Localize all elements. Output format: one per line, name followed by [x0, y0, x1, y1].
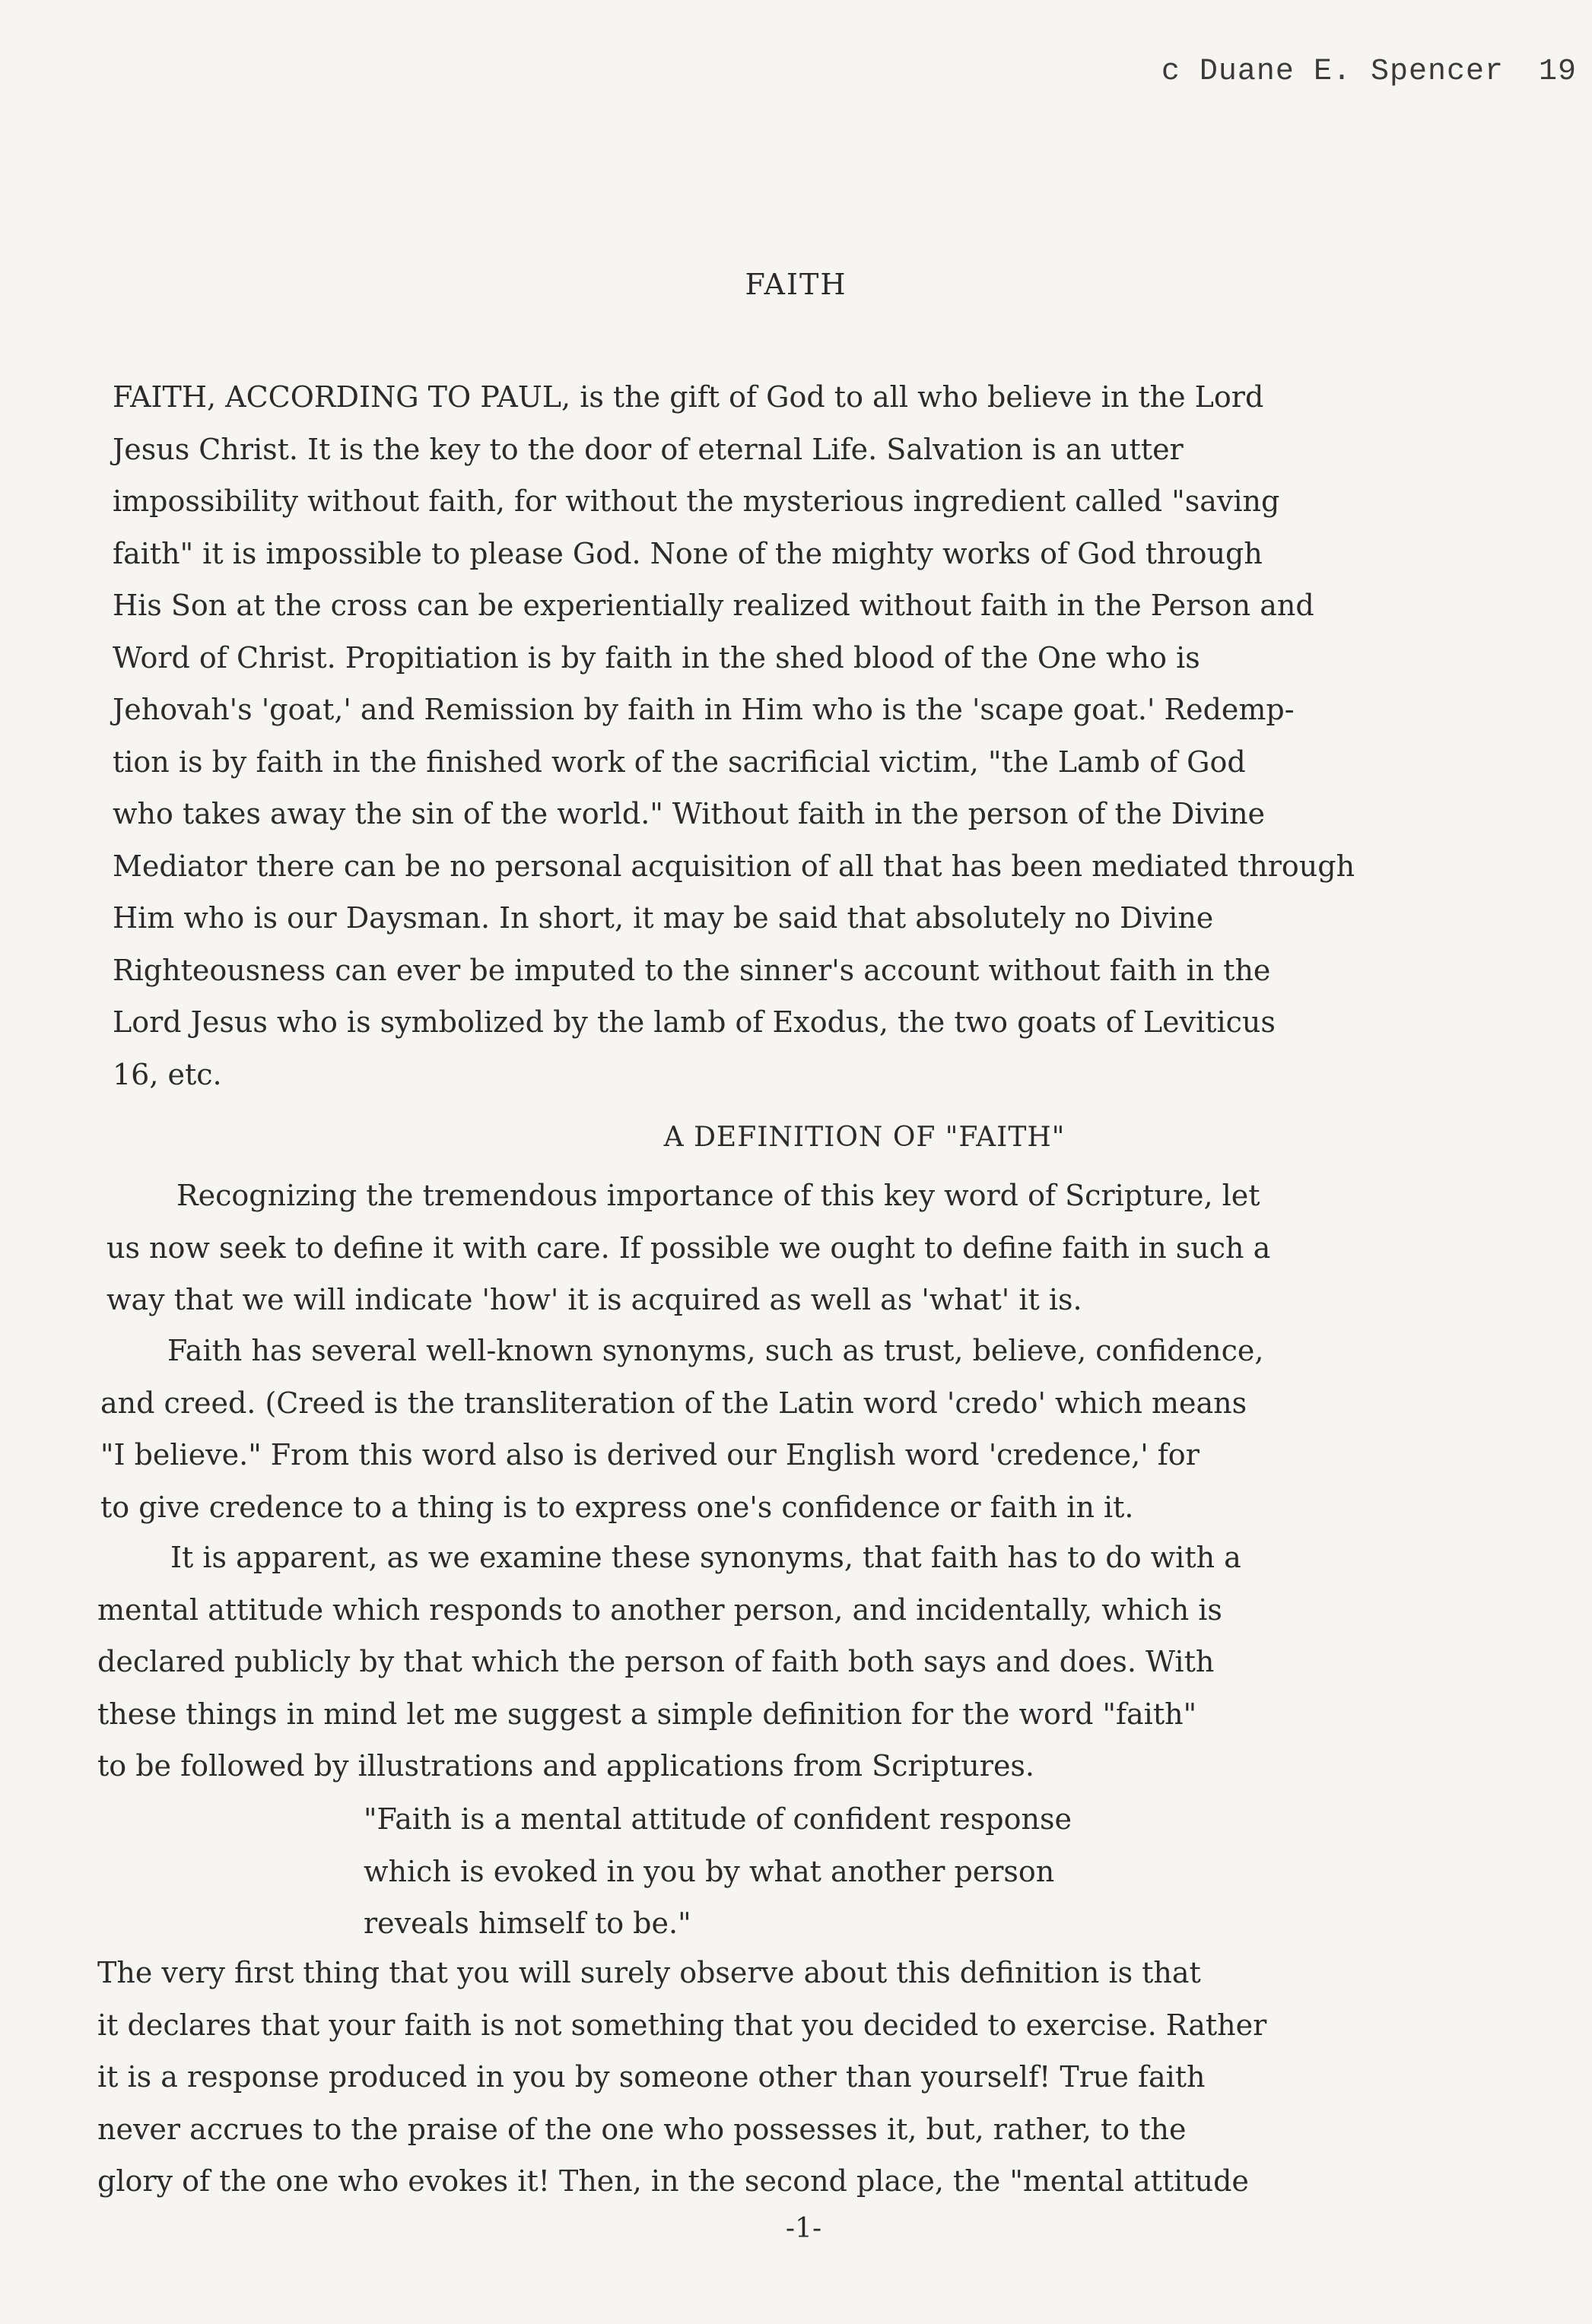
quote-line: reveals himself to be." — [364, 1907, 691, 1940]
text-line: it declares that your faith is not something that you decided to exercise. Rather — [97, 2008, 1267, 2042]
text-line: Him who is our Daysman. In short, it may be said that absolutely no Divine — [113, 901, 1214, 935]
text-line: Mediator there can be no personal acquisition of all that has been mediated through — [113, 849, 1355, 883]
page-title: FAITH — [745, 268, 847, 301]
text-line: who takes away the sin of the world." Without faith in the person of the Divine — [113, 797, 1266, 830]
section-heading: A DEFINITION OF "FAITH" — [663, 1122, 1066, 1153]
text-line: these things in mind let me suggest a simple definition for the word "faith" — [97, 1697, 1197, 1731]
text-line: Word of Christ. Propitiation is by faith in the shed blood of the One who is — [113, 640, 1200, 675]
paragraph-mental-attitude — [97, 1532, 1241, 1792]
paragraph-definition-intro — [106, 1170, 1270, 1326]
text-line: Jesus Christ. It is the key to the door of eternal Life. Salvation is an utter — [113, 432, 1184, 466]
text-line: tion is by faith in the finished work of the sacrificial victim, "the Lamb of God — [113, 745, 1246, 779]
text-line: It is apparent, as we examine these synonyms, that faith has to do with a — [170, 1541, 1241, 1574]
text-line: us now seek to define it with care. If possible we ought to define faith in such a — [106, 1230, 1271, 1265]
text-line: "I believe." From this word also is derived our English word 'credence,' for — [100, 1438, 1200, 1472]
text-line: declared publicly by that which the person of faith both says and does. With — [97, 1645, 1215, 1678]
text-line: and creed. (Creed is the transliteration of the Latin word 'credo' which means — [100, 1386, 1247, 1420]
text-line: FAITH, ACCORDING TO PAUL, is the gift of God to all who believe in the Lord — [113, 380, 1264, 414]
text-line: glory of the one who evokes it! Then, in the second place, the "mental attitude — [97, 2164, 1249, 2198]
header-number: 19 — [1538, 55, 1577, 89]
quote-line: which is evoked in you by what another person — [364, 1854, 1055, 1888]
text-line: Jehovah's 'goat,' and Remission by faith in Him who is the 'scape goat.' Redemp- — [113, 693, 1295, 726]
text-line: impossibility without faith, for without the mysterious ingredient called "saving — [113, 484, 1280, 518]
paragraph-synonyms — [100, 1325, 1263, 1533]
text-line: 16, etc. — [113, 1057, 222, 1091]
text-line: to be followed by illustrations and applications from Scriptures. — [97, 1749, 1035, 1783]
paragraph-intro — [113, 371, 1355, 1100]
text-line: Recognizing the tremendous importance of this key word of Scripture, let — [176, 1179, 1260, 1212]
definition-quote — [364, 1793, 1072, 1950]
text-line: mental attitude which responds to another person, and incidentally, which is — [97, 1592, 1222, 1627]
text-line: never accrues to the praise of the one who possesses it, but, rather, to the — [97, 2112, 1187, 2146]
text-line: faith" it is impossible to please God. None of the mighty works of God through — [113, 536, 1263, 570]
copyright-notice: c Duane E. Spencer — [1161, 55, 1504, 89]
text-line: Righteousness can ever be imputed to the sinner's account without faith in the — [113, 953, 1271, 987]
text-line: His Son at the cross can be experientially realized without faith in the Person and — [113, 589, 1314, 622]
page-number: -1- — [785, 2213, 822, 2244]
text-line: way that we will indicate 'how' it is acquired as well as 'what' it is. — [106, 1283, 1082, 1316]
page-header — [1161, 55, 1577, 89]
text-line: to give credence to a thing is to express one's confidence or faith in it. — [100, 1490, 1134, 1524]
text-line: it is a response produced in you by someone other than yourself! True faith — [97, 2060, 1206, 2094]
text-line: Lord Jesus who is symbolized by the lamb of Exodus, the two goats of Leviticus — [113, 1005, 1276, 1039]
quote-line: "Faith is a mental attitude of confident response — [364, 1802, 1072, 1836]
text-line: The very first thing that you will surely observe about this definition is that — [97, 1956, 1201, 1989]
paragraph-observation — [97, 1947, 1266, 2208]
text-line: Faith has several well-known synonyms, such as trust, believe, confidence, — [167, 1334, 1264, 1367]
